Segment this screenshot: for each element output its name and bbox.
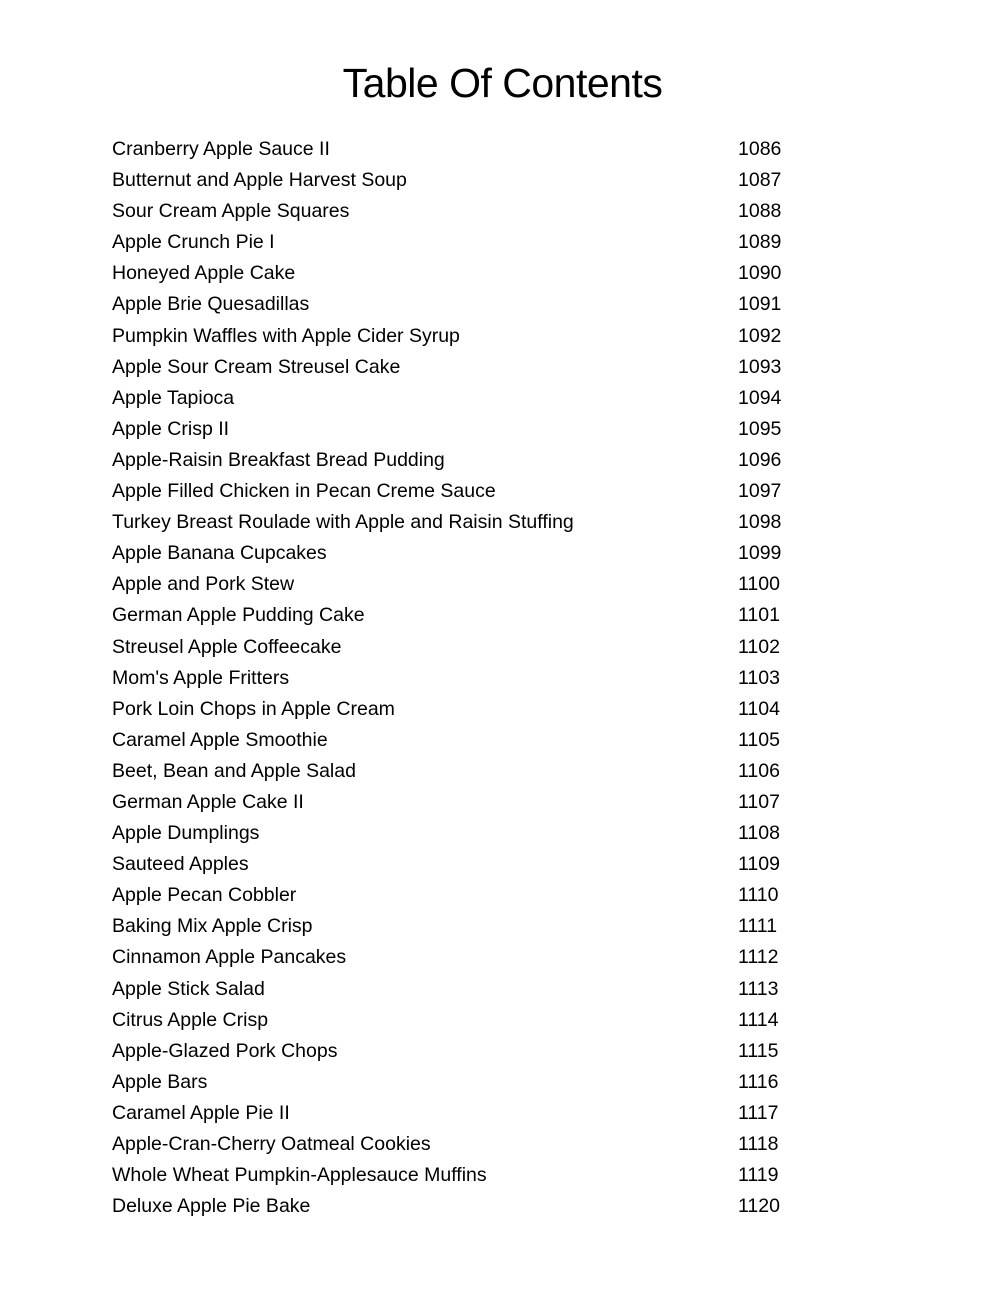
toc-entry [112,569,812,600]
toc-entry-title: Apple Banana Cupcakes [112,542,327,565]
toc-entry [112,476,812,507]
toc-entry-title: Apple-Glazed Pork Chops [112,1039,338,1062]
toc-entry-page-number: 1106 [738,759,780,782]
toc-entry-title: Whole Wheat Pumpkin-Applesauce Muffins [112,1164,487,1187]
page-title: Table Of Contents [342,60,663,106]
toc-entry-page-number: 1101 [738,604,780,627]
toc-entry-title: Apple Brie Quesadillas [112,293,310,316]
toc-entry-title: Apple Crisp II [112,417,230,440]
toc-entry [112,1191,812,1222]
toc-entry-page-number: 1111 [738,915,778,938]
toc-entry-title: Pumpkin Waffles with Apple Cider Syrup [112,324,460,347]
toc-entry-title: Beet, Bean and Apple Salad [112,759,356,782]
toc-entry [112,942,812,973]
toc-entry [112,538,812,569]
toc-entry [112,321,812,352]
toc-entry-page-number: 1112 [738,946,779,969]
toc-entry-page-number: 1095 [738,417,782,440]
toc-entry [112,756,812,787]
toc-entry [112,445,812,476]
toc-entry-page-number: 1104 [738,697,780,720]
toc-entry-title: Apple Crunch Pie I [112,231,275,254]
toc-entry-page-number: 1120 [738,1195,780,1218]
toc-entry-title: Apple Sour Cream Streusel Cake [112,355,401,378]
toc-entry-title: Apple Pecan Cobbler [112,884,297,907]
toc-entry-title: Caramel Apple Pie II [112,1101,290,1124]
toc-entry [112,974,812,1005]
toc-entry [112,414,812,445]
toc-entry-page-number: 1119 [738,1164,779,1187]
toc-entry-title: German Apple Pudding Cake [112,604,365,627]
toc-entry-page-number: 1114 [738,1008,779,1031]
toc-entry-title: Pork Loin Chops in Apple Cream [112,697,395,720]
toc-entry [112,787,812,818]
toc-entry-page-number: 1105 [738,728,780,751]
toc-list [112,134,812,1222]
toc-entry-title: Sauteed Apples [112,853,249,876]
toc-entry [112,134,812,165]
toc-entry-page-number: 1107 [738,790,780,813]
toc-entry-title: Butternut and Apple Harvest Soup [112,169,407,192]
toc-entry-page-number: 1093 [738,355,782,378]
toc-entry [112,911,812,942]
toc-entry-title: Baking Mix Apple Crisp [112,915,313,938]
toc-entry [112,289,812,320]
toc-entry-page-number: 1117 [738,1101,779,1124]
toc-entry-page-number: 1102 [738,635,780,658]
toc-entry-page-number: 1099 [738,542,782,565]
toc-entry-page-number: 1115 [738,1039,779,1062]
toc-entry-page-number: 1092 [738,324,782,347]
toc-entry [112,1098,812,1129]
toc-entry-page-number: 1116 [738,1070,779,1093]
toc-entry-page-number: 1091 [738,293,782,316]
toc-entry [112,725,812,756]
toc-entry [112,1036,812,1067]
toc-entry-title: Apple Bars [112,1070,208,1093]
toc-entry-title: Citrus Apple Crisp [112,1008,269,1031]
toc-entry-title: Apple Tapioca [112,386,235,409]
toc-entry-page-number: 1108 [738,822,780,845]
toc-entry-page-number: 1110 [738,884,779,907]
toc-entry-title: Streusel Apple Coffeecake [112,635,342,658]
toc-entry-title: Apple Dumplings [112,822,260,845]
toc-entry-page-number: 1097 [738,480,782,503]
toc-entry-title: German Apple Cake II [112,790,304,813]
toc-entry [112,1067,812,1098]
toc-entry [112,165,812,196]
toc-entry-page-number: 1089 [738,231,782,254]
toc-entry-page-number: 1087 [738,169,782,192]
toc-entry-title: Sour Cream Apple Squares [112,200,350,223]
toc-entry [112,196,812,227]
toc-entry-page-number: 1098 [738,511,782,534]
toc-entry-title: Caramel Apple Smoothie [112,728,328,751]
toc-entry-title: Apple-Raisin Breakfast Bread Pudding [112,448,445,471]
toc-entry-page-number: 1109 [738,853,780,876]
toc-entry-title: Honeyed Apple Cake [112,262,296,285]
toc-entry-page-number: 1096 [738,448,782,471]
toc-entry-title: Apple Filled Chicken in Pecan Creme Sauce [112,480,496,503]
toc-entry [112,818,812,849]
toc-entry-page-number: 1088 [738,200,782,223]
toc-entry [112,258,812,289]
toc-entry [112,227,812,258]
toc-entry-title: Deluxe Apple Pie Bake [112,1195,311,1218]
toc-entry-title: Apple Stick Salad [112,977,265,1000]
toc-entry-page-number: 1100 [738,573,780,596]
toc-entry [112,632,812,663]
toc-entry-title: Turkey Breast Roulade with Apple and Raisin Stuffing [112,511,574,534]
toc-entry [112,1005,812,1036]
toc-entry-page-number: 1103 [738,666,780,689]
toc-entry [112,507,812,538]
toc-entry [112,1129,812,1160]
toc-entry [112,694,812,725]
toc-entry [112,663,812,694]
toc-entry [112,383,812,414]
toc-entry-title: Cinnamon Apple Pancakes [112,946,347,969]
toc-entry-page-number: 1113 [738,977,779,1000]
toc-entry-title: Mom's Apple Fritters [112,666,290,689]
toc-entry-page-number: 1090 [738,262,782,285]
toc-entry-title: Apple and Pork Stew [112,573,295,596]
toc-entry [112,352,812,383]
toc-entry-title: Apple-Cran-Cherry Oatmeal Cookies [112,1133,431,1155]
toc-entry [112,600,812,631]
toc-entry-page-number: 1094 [738,386,782,409]
toc-entry [112,1160,812,1191]
toc-entry-title: Cranberry Apple Sauce II [112,138,330,160]
toc-entry [112,880,812,911]
toc-entry-page-number: 1086 [738,138,782,160]
toc-entry [112,849,812,880]
toc-entry-page-number: 1118 [738,1133,779,1155]
